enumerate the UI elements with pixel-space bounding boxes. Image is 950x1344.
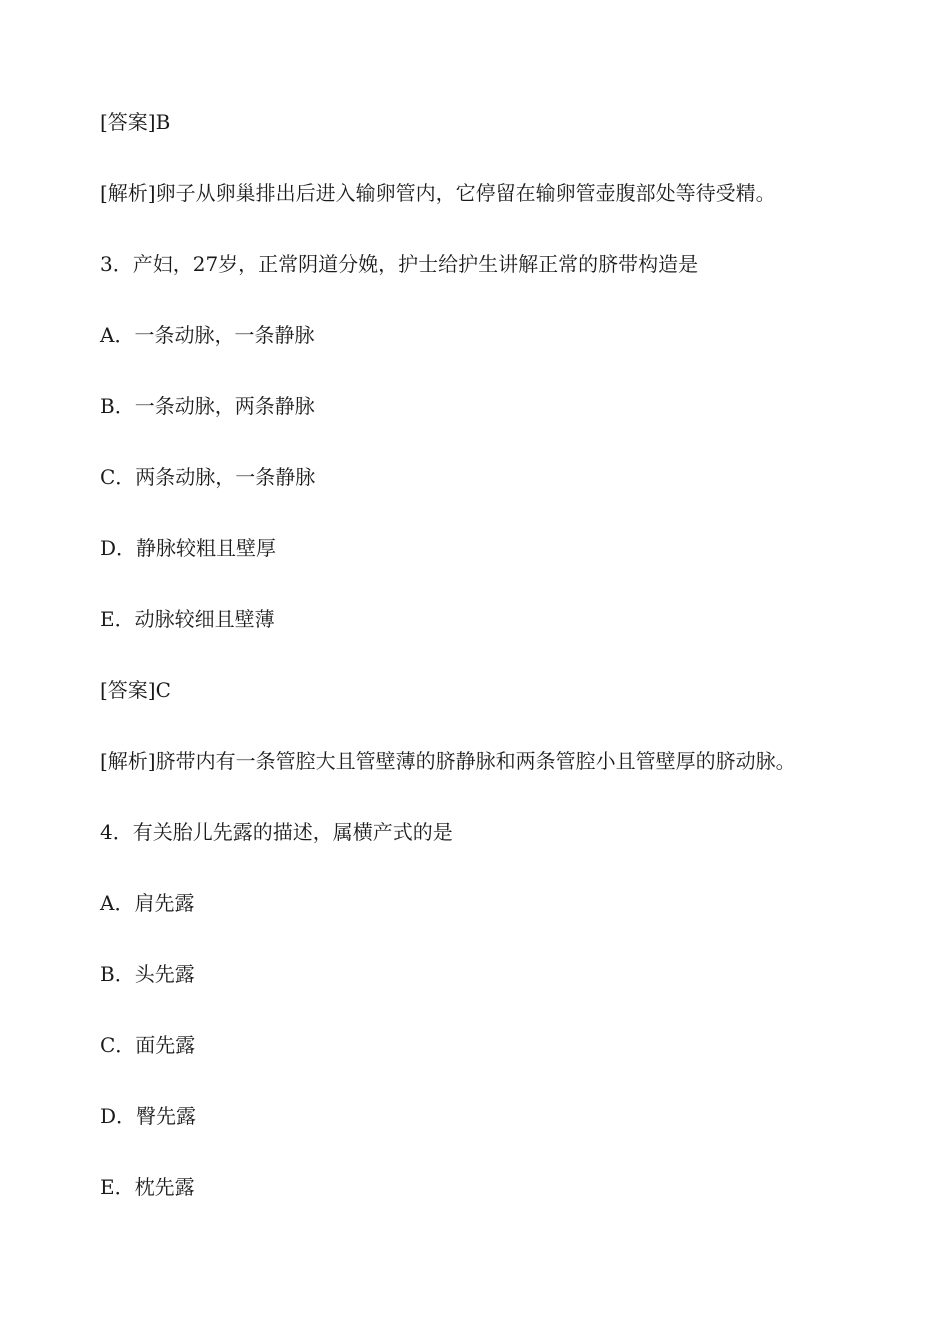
answer-label-q2: [答案]B <box>100 110 171 134</box>
explanation-q2: [解析]卵子从卵巢排出后进入输卵管内，它停留在输卵管壶腹部处等待受精。 <box>100 181 776 205</box>
question-3: 3．产妇，27岁，正常阴道分娩，护士给护生讲解正常的脐带构造是 <box>100 252 699 276</box>
q3-option-c: C．两条动脉，一条静脉 <box>100 465 316 489</box>
q3-option-a: A．一条动脉，一条静脉 <box>100 323 315 347</box>
q4-option-e: E．枕先露 <box>100 1175 195 1199</box>
q3-option-e: E．动脉较细且壁薄 <box>100 607 275 631</box>
q4-option-d: D．臀先露 <box>100 1104 197 1128</box>
question-4: 4．有关胎儿先露的描述，属横产式的是 <box>100 820 453 844</box>
q4-option-a: A．肩先露 <box>100 891 195 915</box>
q3-option-d: D．静脉较粗且壁厚 <box>100 536 277 560</box>
q4-option-c: C．面先露 <box>100 1033 196 1057</box>
answer-label-q3: [答案]C <box>100 678 171 702</box>
q4-option-b: B．头先露 <box>100 962 195 986</box>
explanation-q3: [解析]脐带内有一条管腔大且管壁薄的脐静脉和两条管腔小且管壁厚的脐动脉。 <box>100 749 796 773</box>
q3-option-b: B．一条动脉，两条静脉 <box>100 394 315 418</box>
